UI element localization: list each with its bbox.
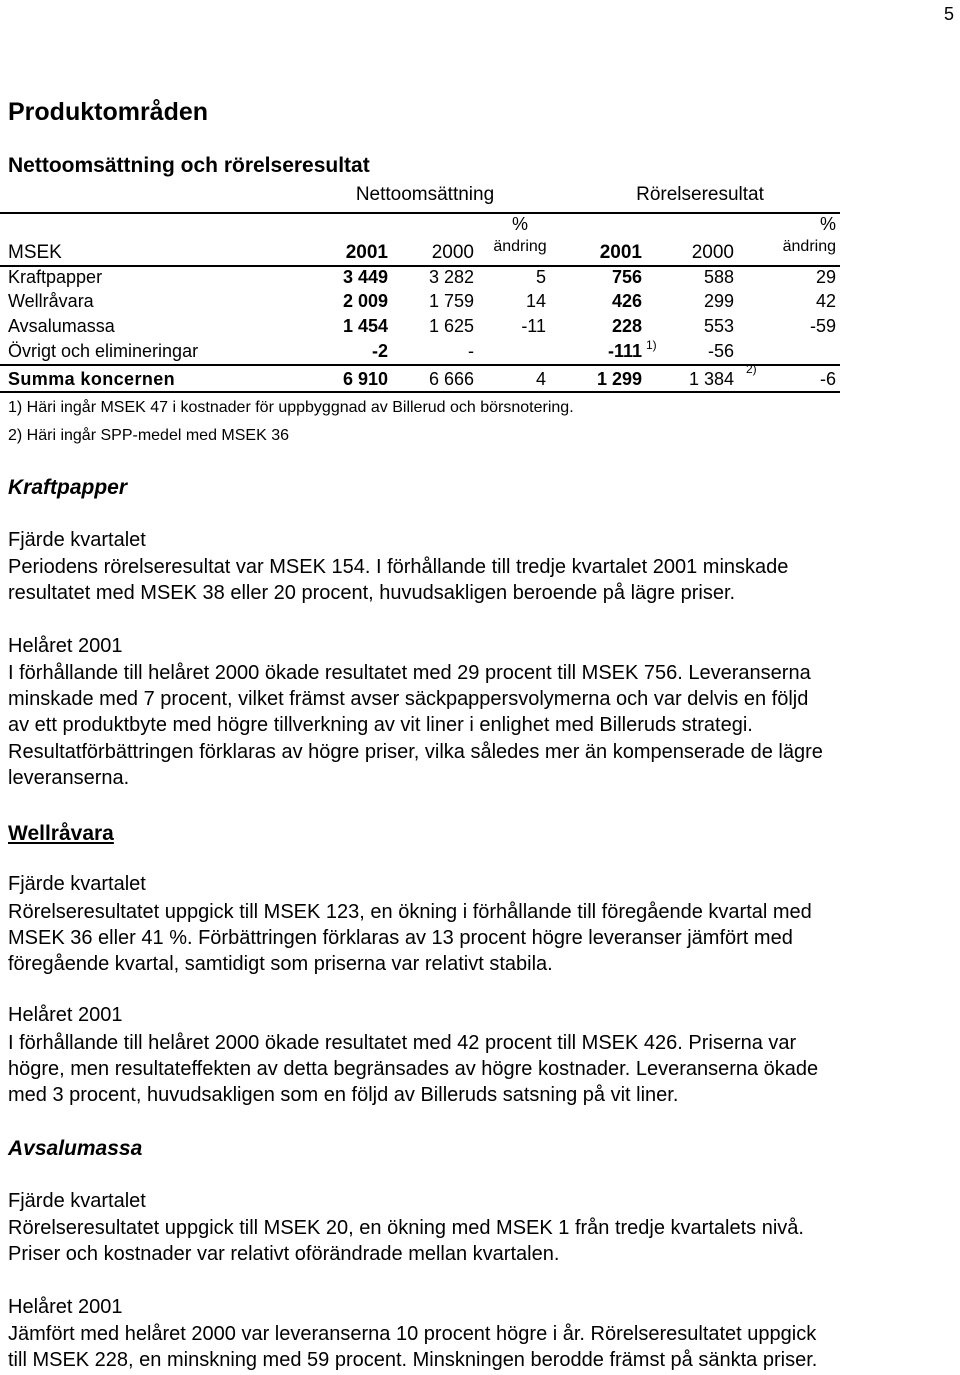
cell-or-2000: 588 bbox=[703, 267, 734, 287]
footnote-ref-2: 2) bbox=[746, 362, 757, 376]
cell-ns-change: 5 bbox=[535, 267, 546, 287]
paragraph-line: I förhållande till helåret 2000 ökade resultatet med 29 procent till MSEK 756. Leveranserna bbox=[8, 662, 811, 684]
paragraph-line: Priser och kostnader var relativt oförändrade mellan kvartalen. bbox=[8, 1243, 560, 1266]
cell-or-change: 29 bbox=[815, 267, 836, 287]
cell-or-change: -59 bbox=[809, 316, 836, 336]
paragraph-line: Periodens rörelseresultat var MSEK 154. I förhållande till tredje kvartalet 2001 minskade bbox=[8, 556, 789, 578]
cell-ns-2000: - bbox=[468, 341, 474, 361]
paragraph bbox=[8, 660, 823, 791]
subheading-q4: Fjärde kvartalet bbox=[8, 529, 146, 551]
group-header-net-sales: Nettoomsättning bbox=[355, 184, 495, 205]
or-change-word: ändring bbox=[782, 238, 836, 255]
paragraph bbox=[8, 1030, 818, 1109]
header-or-2000: 2000 bbox=[691, 242, 734, 263]
cell-or-2000: 1 384 bbox=[688, 369, 734, 389]
paragraph-line: I förhållande till helåret 2000 ökade resultatet med 42 procent till MSEK 426. Priserna var bbox=[8, 1032, 797, 1054]
cell-ns-2001: -2 bbox=[371, 341, 388, 361]
row-label: Övrigt och elimineringar bbox=[8, 341, 199, 361]
subheading-full-year: Helåret 2001 bbox=[8, 1296, 123, 1318]
cell-ns-2000: 6 666 bbox=[428, 369, 474, 389]
cell-ns-2001: 1 454 bbox=[342, 316, 388, 336]
subheading-full-year: Helåret 2001 bbox=[8, 635, 123, 657]
cell-or-2000: -56 bbox=[707, 341, 734, 361]
paragraph bbox=[8, 554, 788, 606]
subheading-q4: Fjärde kvartalet bbox=[8, 1190, 146, 1212]
cell-or-2001: -111 bbox=[607, 341, 642, 361]
table-row bbox=[0, 314, 960, 338]
cell-or-2001: 228 bbox=[611, 316, 642, 336]
cell-or-2001: 426 bbox=[611, 291, 642, 311]
table-header-row bbox=[0, 241, 960, 265]
cell-or-change: -6 bbox=[819, 369, 836, 389]
footnote-1: 1) Häri ingår MSEK 47 i kostnader för uppbyggnad av Billerud och börsnotering. bbox=[8, 399, 574, 416]
paragraph-line: Rörelseresultatet uppgick till MSEK 20, en ökning med MSEK 1 från tredje kvartalets nivå. bbox=[8, 1217, 804, 1239]
paragraph-line: minskade med 7 procent, vilket främst avser säckpappersvolymerna och var delvis en följd bbox=[8, 688, 809, 711]
row-label: Kraftpapper bbox=[8, 267, 103, 287]
section-title-kraftpapper: Kraftpapper bbox=[8, 476, 128, 499]
cell-or-2001: 1 299 bbox=[596, 369, 642, 389]
cell-or-change: 42 bbox=[815, 291, 836, 311]
paragraph-line: leveranserna. bbox=[8, 766, 130, 789]
ns-change-word: ändring bbox=[493, 238, 547, 255]
cell-or-2001: 756 bbox=[611, 267, 642, 287]
header-or-2001: 2001 bbox=[599, 242, 642, 263]
cell-ns-2001: 3 449 bbox=[342, 267, 388, 287]
subheading-q4: Fjärde kvartalet bbox=[8, 873, 146, 895]
paragraph-line: Resultatförbättringen förklaras av högre priser, vilka således mer än kompenserade de lägre bbox=[8, 740, 823, 763]
paragraph-line: till MSEK 228, en minskning med 59 procent. Minskningen berodde främst på sänkta priser. bbox=[8, 1349, 818, 1372]
header-ns-2000: 2000 bbox=[431, 242, 474, 263]
cell-or-2000: 299 bbox=[703, 291, 734, 311]
table-row bbox=[0, 339, 960, 363]
page-number: 5 bbox=[944, 4, 955, 24]
cell-ns-2000: 1 625 bbox=[428, 316, 474, 336]
table-top-rule bbox=[0, 212, 840, 214]
paragraph bbox=[8, 1321, 817, 1373]
total-rule bbox=[0, 364, 840, 366]
paragraph-line: av ett produktbyte med högre tillverkning av vit liner i enlighet med Billeruds strategi. bbox=[8, 714, 753, 737]
row-label: Wellråvara bbox=[8, 291, 94, 311]
footnote-ref-1: 1) bbox=[646, 338, 657, 352]
ns-change-pct: % bbox=[511, 214, 528, 234]
paragraph-line: Rörelseresultatet uppgick till MSEK 123, en ökning i förhållande till föregående kvartal med bbox=[8, 901, 812, 923]
subheading-full-year: Helåret 2001 bbox=[8, 1004, 123, 1026]
footnote-2: 2) Häri ingår SPP-medel med MSEK 36 bbox=[8, 427, 289, 444]
header-unit: MSEK bbox=[8, 242, 62, 263]
section-title-wellravara: Wellråvara bbox=[8, 822, 114, 845]
cell-ns-change: 4 bbox=[535, 369, 546, 389]
paragraph bbox=[8, 1215, 804, 1267]
section-title-avsalumassa: Avsalumassa bbox=[8, 1137, 143, 1160]
paragraph bbox=[8, 899, 812, 978]
cell-ns-2001: 2 009 bbox=[342, 291, 388, 311]
table-bottom-rule bbox=[0, 391, 840, 393]
table-row bbox=[0, 265, 960, 289]
cell-ns-change: -11 bbox=[521, 316, 546, 336]
paragraph-line: högre, men resultateffekten av detta begränsades av högre kostnader. Leveranserna ökade bbox=[8, 1058, 819, 1081]
paragraph-line: med 3 procent, huvudsakligen som en följd av Billeruds satsning på vit liner. bbox=[8, 1084, 679, 1107]
cell-ns-2001: 6 910 bbox=[342, 369, 388, 389]
cell-ns-2000: 1 759 bbox=[428, 291, 474, 311]
row-label: Summa koncernen bbox=[8, 369, 176, 389]
cell-or-2000: 553 bbox=[703, 316, 734, 336]
table-row-total bbox=[0, 362, 960, 391]
group-header-operating-result: Rörelseresultat bbox=[636, 184, 764, 205]
cell-ns-2000: 3 282 bbox=[428, 267, 474, 287]
page-title: Produktområden bbox=[8, 98, 209, 126]
row-label: Avsalumassa bbox=[8, 316, 115, 336]
paragraph-line: resultatet med MSEK 38 eller 20 procent, huvudsakligen beroende på lägre priser. bbox=[8, 582, 736, 605]
paragraph-line: Jämfört med helåret 2000 var leveranserna 10 procent högre i år. Rörelseresultatet uppgick bbox=[8, 1323, 817, 1345]
or-change-pct: % bbox=[819, 214, 836, 234]
paragraph-line: föregående kvartal, samtidigt som priserna var relativt stabila. bbox=[8, 953, 553, 976]
table-heading: Nettoomsättning och rörelseresultat bbox=[8, 154, 370, 177]
header-ns-2001: 2001 bbox=[345, 242, 388, 263]
paragraph-line: MSEK 36 eller 41 %. Förbättringen förklaras av 13 procent högre leveranser jämfört med bbox=[8, 927, 793, 950]
cell-ns-change: 14 bbox=[525, 291, 546, 311]
table-row bbox=[0, 289, 960, 313]
